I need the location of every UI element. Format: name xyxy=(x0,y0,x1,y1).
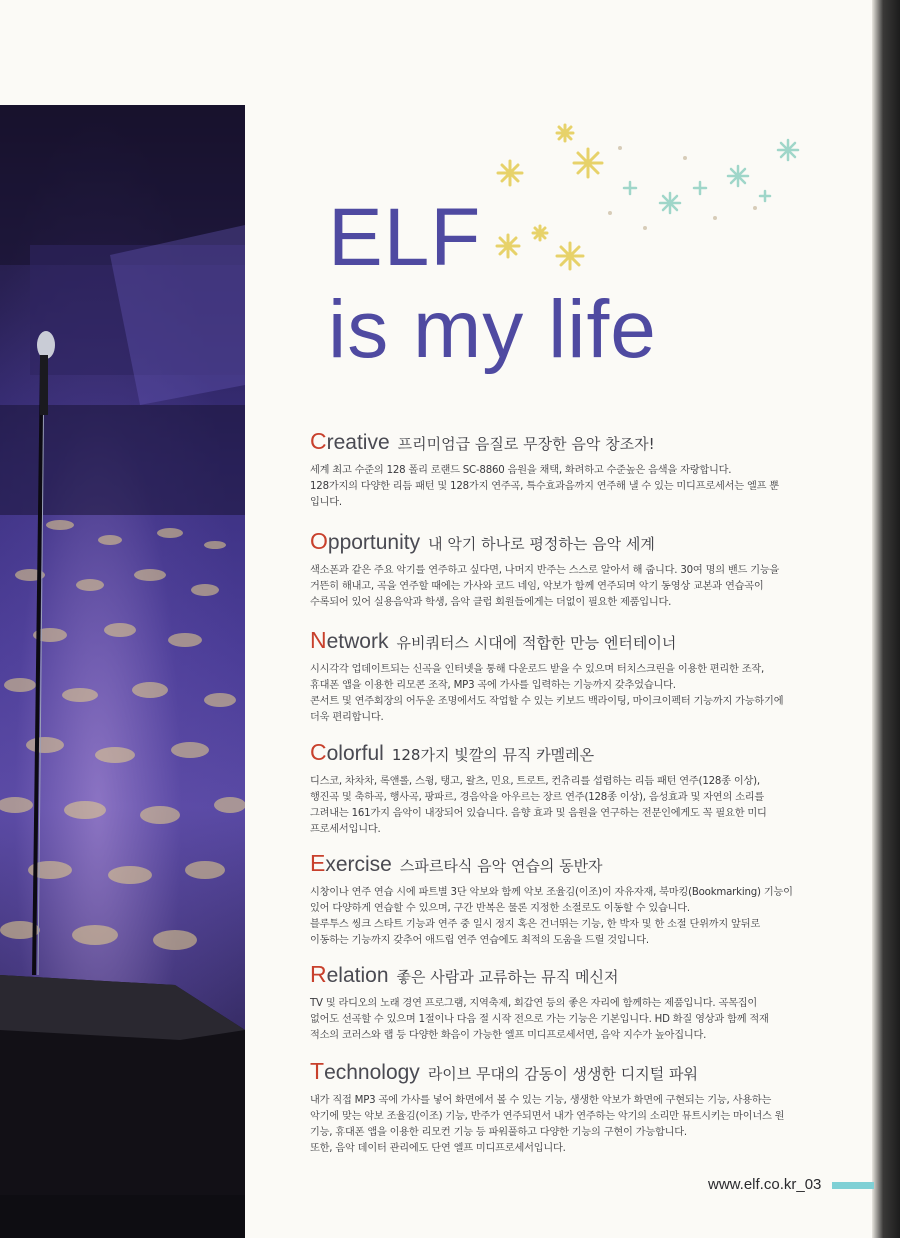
section-initial: R xyxy=(310,961,327,987)
section-subtitle: 유비쿼터스 시대에 적합한 만능 엔터테이너 xyxy=(396,634,677,652)
section-body: 내가 직접 MP3 곡에 가사를 넣어 화면에서 볼 수 있는 기능, 생생한 악보가 화면에 구현되는 기능, 사용하는 악기에 맞는 악보 조율김(이조) 기능, 반주가 연주되면서 내가 연주하는 악기의 소리만 뮤트시키는 마이너스 원 기능, 휴대폰 앱을 이용한 리모컨 기능 등 파워풀하고 다양한 기능의 구현이 가능합니다. 또한, 음악 데이터 관리에도 단연 엘프 미디프로세서입니다. xyxy=(310,1095,785,1154)
section-body: TV 및 라디오의 노래 경연 프로그램, 지역축제, 회갑연 등의 좋은 자리에 함께하는 제품입니다. 곡목집이 없어도 선곡할 수 있으며 1절이나 다음 절 시작 전으로 가는 기능은 기본입니다. HD 화질 영상과 함께 적재 적소의 코러스와 랩 등 다양한 화음이 가능한 엘프 미디프로세서면, 음악 지수가 높아집니다. xyxy=(310,998,769,1041)
section-initial: N xyxy=(310,627,327,653)
section-heading xyxy=(310,1058,825,1087)
section-title xyxy=(310,1058,420,1084)
section-title-rest: xercise xyxy=(325,853,392,876)
section-initial: C xyxy=(310,739,327,765)
section-heading xyxy=(310,528,825,557)
section-title xyxy=(310,739,384,765)
section-opportunity xyxy=(310,528,825,611)
section-relation xyxy=(310,961,825,1044)
section-technology xyxy=(310,1058,825,1157)
section-creative xyxy=(310,428,825,511)
headline-line-2: is my life xyxy=(328,284,657,375)
section-heading xyxy=(310,739,825,768)
section-title-rest: etwork xyxy=(326,630,389,653)
section-title xyxy=(310,528,421,554)
section-body: 색소폰과 같은 주요 악기를 연주하고 싶다면, 나머지 반주는 스스로 알아서 해 줍니다. 30여 명의 밴드 기능을 거뜬히 해내고, 곡을 연주할 때에는 가사와 코드 네임, 악보가 함께 연주되며 악기 동영상 교본과 연습곡이 수록되어 있어 실용음악과 학생, 음악 클럽 회원들에게는 더없이 필요한 제품입니다. xyxy=(310,565,780,608)
section-initial: T xyxy=(310,1058,325,1084)
concert-stage-photo xyxy=(0,105,245,1238)
section-subtitle: 라이브 무대의 감동이 생생한 디지털 파워 xyxy=(427,1065,698,1083)
section-title xyxy=(310,627,389,653)
section-title-rest: elation xyxy=(326,964,389,987)
section-body: 디스코, 차차차, 록앤롤, 스윙, 탱고, 왈츠, 민요, 트로트, 컨츄리를 섭렵하는 리듬 패턴 연주(128종 이상), 행진곡 및 축하곡, 행사곡, 팡파르, 경음악을 아우르는 장르 연주(128종 이상), 음성효과 및 자연의 소리를 그려내는 161가지 음악이 내장되어 있습니다. 음향 효과 및 음원을 연구하는 전문인에게도 꼭 필요한 미디 프로세서입니다. xyxy=(310,776,767,835)
section-body: 시시각각 업데이트되는 신곡을 인터넷을 통해 다운로드 받을 수 있으며 터치스크린을 이용한 편리한 조작, 휴대폰 앱을 이용한 리모콘 조작, MP3 곡에 가사를 입력하는 기능까지 갖추었습니다. 콘서트 및 연주회장의 어두운 조명에서도 작업할 수 있는 키보드 백라이팅, 마이크이펙터 기능까지 가능하기에 더욱 편리합니다. xyxy=(310,664,784,723)
section-colorful xyxy=(310,739,825,838)
section-heading xyxy=(310,961,825,990)
section-title-rest: echnology xyxy=(324,1061,420,1084)
section-body: 시창이나 연주 연습 시에 파트별 3단 악보와 함께 악보 조율김(이조)이 자유자재, 북마킹(Bookmarking) 기능이 있어 다양하게 연습할 수 있으며, 구간 반복은 물론 지정한 소절로도 이동할 수 있습니다. 블루투스 씽크 스타트 기능과 연주 중 일시 정지 혹은 건너뛰는 기능, 한 박자 및 한 소절 단위까지 앞뒤로 이동하는 기능까지 갖추어 애드립 연주 연습에도 최적의 도움을 드릴 것입니다. xyxy=(310,887,793,946)
section-heading xyxy=(310,627,825,656)
section-title xyxy=(310,961,389,987)
headline xyxy=(328,192,657,376)
section-title xyxy=(310,428,390,454)
section-initial: C xyxy=(310,428,327,454)
section-subtitle: 좋은 사람과 교류하는 뮤직 메신저 xyxy=(396,968,619,986)
section-exercise xyxy=(310,850,825,949)
section-heading xyxy=(310,428,825,457)
section-body: 세계 최고 수준의 128 폴리 로랜드 SC-8860 음원을 채택, 화려하고 수준높은 음색을 자랑합니다. 128가지의 다양한 리듬 패턴 및 128가지 연주곡, 특수효과음까지 연주해 낼 수 있는 미디프로세서는 엘프 뿐 입니다. xyxy=(310,465,779,508)
section-title-rest: reative xyxy=(326,431,390,454)
section-subtitle: 프리미엄급 음질로 무장한 음악 창조자! xyxy=(397,435,655,453)
footer-url-page-number: www.elf.co.kr_03 xyxy=(708,1176,822,1193)
section-subtitle: 내 악기 하나로 평정하는 음악 세계 xyxy=(428,535,655,553)
section-subtitle: 128가지 빛깔의 뮤직 카멜레온 xyxy=(391,746,595,764)
page-edge-shadow xyxy=(872,0,900,1238)
section-heading xyxy=(310,850,825,879)
footer-accent-bar xyxy=(832,1182,874,1189)
section-subtitle: 스파르타식 음악 연습의 동반자 xyxy=(399,857,603,875)
section-title-rest: olorful xyxy=(326,742,384,765)
section-initial: O xyxy=(310,528,328,554)
section-title xyxy=(310,850,392,876)
section-title-rest: pportunity xyxy=(327,531,421,554)
section-network xyxy=(310,627,825,726)
section-initial: E xyxy=(310,850,326,876)
stage-illustration xyxy=(0,105,245,1238)
headline-line-1: ELF xyxy=(328,192,482,283)
